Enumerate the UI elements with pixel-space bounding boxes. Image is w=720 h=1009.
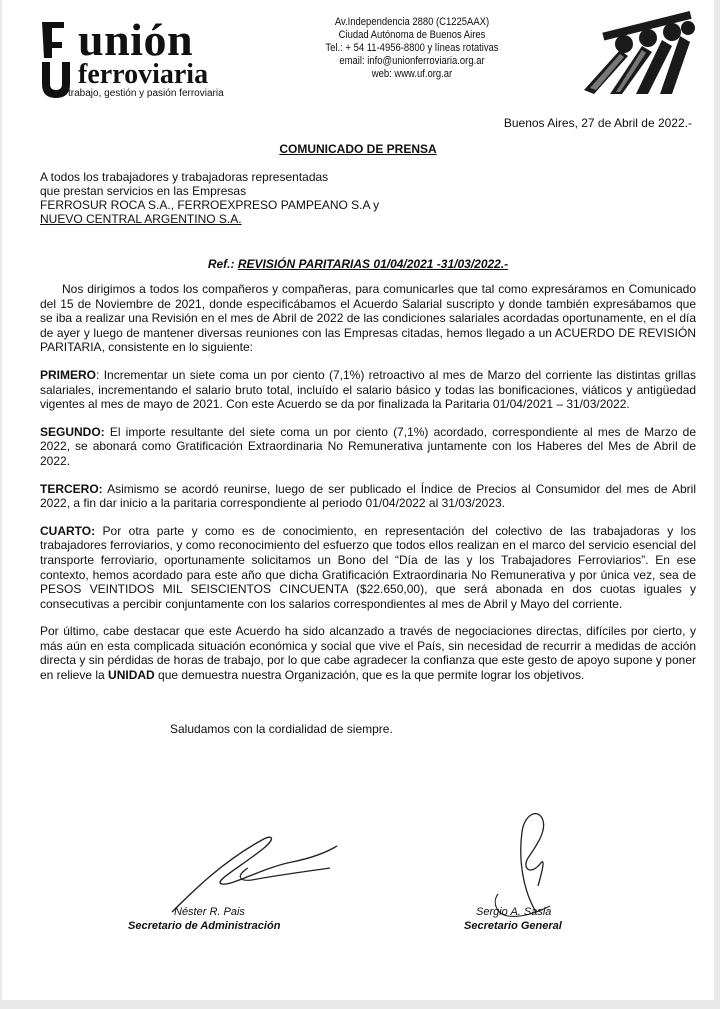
reference-label: Ref.:	[207, 257, 235, 271]
address-line: web: www.uf.org.ar	[371, 68, 453, 80]
closing-paragraph	[40, 624, 696, 682]
clause-tercero	[40, 482, 696, 511]
signatory-name: Néster R. Pais	[174, 906, 245, 918]
address-line: Tel.: + 54 11-4956-8800 y líneas rotativas	[325, 42, 499, 54]
clause-label: SEGUNDO:	[40, 424, 105, 439]
addressee-line: FERROSUR ROCA S.A., FERROEXPRESO PAMPEANO S.A y	[40, 198, 380, 212]
address-line: email: info@unionferroviaria.org.ar	[339, 55, 485, 67]
logo-tagline: trabajo, gestión y pasión ferroviaria	[68, 88, 224, 99]
workers-sculpture-icon	[580, 10, 698, 94]
addressee-line: que prestan servicios en las Empresas	[40, 184, 247, 198]
addressee-line: NUEVO CENTRAL ARGENTINO S.A.	[40, 212, 242, 226]
rail-logo-mark-icon	[38, 18, 70, 98]
intro-paragraph: Nos dirigimos a todos los compañeros y compañeras, para comunicarles que tal como expresáramos en Comunicado del 15 de Noviembre de 2021, donde especificábamos el Acuerdo Salarial suscripto y donde también expresábamos que se iba a realizar una Revisión en el mes de Abril de 2022 de las condiciones salariales acordadas oportunamente, en el día de ayer y luego de mantener diversas reuniones con las Empresas citadas, hemos llegado a un ACUERDO DE REVISIÓN PARITARIA, consistente en lo siguiente:	[40, 282, 696, 355]
reference-value: REVISIÓN PARITARIAS 01/04/2021 -31/03/2022.-	[237, 257, 509, 271]
address-line: Av.Independencia 2880 (C1225AAX)	[334, 16, 490, 28]
unidad-emphasis: UNIDAD	[108, 668, 155, 683]
logo-word-ferroviaria: ferroviaria	[78, 59, 209, 90]
signatory-role: Secretario de Administración	[128, 920, 281, 932]
closing-text: que demuestra nuestra Organización, que es la que permite lograr los objetivos.	[154, 668, 585, 683]
clause-text: El importe resultante del siete coma un por ciento (7,1%) acordado, correspondiente al mes de Marzo de 2022, se abonará como Gratificación Extraordinaria No Remunerativa juntamente con los Haberes del Mes de Abril de 2022.	[40, 424, 696, 468]
clause-label: CUARTO:	[40, 523, 96, 538]
closing-text: Por último, cabe destacar que este Acuerdo ha sido alcanzado a través de negociaciones directas, difíciles por cierto, y más aún en esta complicada situación económica y social que vive el País, sin necesidad de recurrir a medidas de acción directa y sin pérdidas de horas de trabajo, por lo que cabe agradecer la confianza que este gesto de apoyo supone y poner en relieve la	[40, 624, 696, 683]
clause-text: : Incrementar un siete coma un por ciento (7,1%) retroactivo al mes de Marzo del corriente las distintas grillas salariales, incrementando el salario bruto total, incluído el salario básico y todas las bonificaciones, viáticos y antigüedad vigentes al mes de mayo de 2021. Con este Acuerdo se da por finalizada la Paritaria 01/04/2021 – 31/03/2022.	[40, 367, 696, 412]
press-release-title: COMUNICADO DE PRENSA	[279, 142, 437, 156]
signature-sasia-scribble-icon	[478, 802, 578, 922]
signature-block-sasia	[464, 906, 562, 932]
signatory-role: Secretario General	[464, 920, 562, 932]
signature-pais-scribble-icon	[152, 822, 342, 916]
document-body	[40, 282, 696, 696]
document-date: Buenos Aires, 27 de Abril de 2022.-	[503, 116, 692, 130]
address-line: Ciudad Autónoma de Buenos Aires	[338, 29, 486, 41]
union-ferroviaria-logo	[38, 12, 258, 102]
document-page	[2, 0, 714, 1000]
greeting: Saludamos con la cordialidad de siempre.	[170, 722, 393, 736]
clause-label: TERCERO:	[40, 481, 103, 496]
addressee-line: A todos los trabajadores y trabajadoras representadas	[40, 170, 329, 184]
reference-line	[2, 257, 714, 271]
contact-address	[300, 16, 524, 81]
clause-cuarto	[40, 524, 696, 612]
signatory-name: Sergio A. Sasia	[476, 906, 552, 918]
clause-segundo	[40, 425, 696, 469]
signature-block-pais	[128, 906, 280, 932]
clause-label: PRIMERO	[40, 367, 97, 382]
addressee-block	[40, 170, 379, 226]
clause-text: Por otra parte y como es de conocimiento, en representación del colectivo de las trabajadoras y los trabajadores ferroviarios, y como reconocimiento del esfuerzo que todos ellos realizan en el marco del servicio esencial del transporte ferroviario, oportunamente solicitamos un Bono del “Día de las y los Trabajadores Ferroviarios”. En ese contexto, hemos acordado para este año que dicha Gratificación Extraordinaria No Remunerativa y por única vez, sea de PESOS VEINTIDOS MIL SEISCIENTOS CINCUENTA ($22.650,00), que será abonada en dos cuotas iguales y consecutivas a percibir conjuntamente con los salarios correspondientes al mes de Abril y Mayo del corriente.	[40, 523, 696, 611]
logo-word-union: unión	[78, 14, 194, 65]
clause-primero	[40, 368, 696, 412]
clause-text: Asimismo se acordó reunirse, luego de ser publicado el Índice de Precios al Consumidor del mes de Abril 2022, a fin dar inicio a la paritaria correspondiente al periodo 01/04/2022 al 31/03/2023.	[40, 481, 696, 511]
